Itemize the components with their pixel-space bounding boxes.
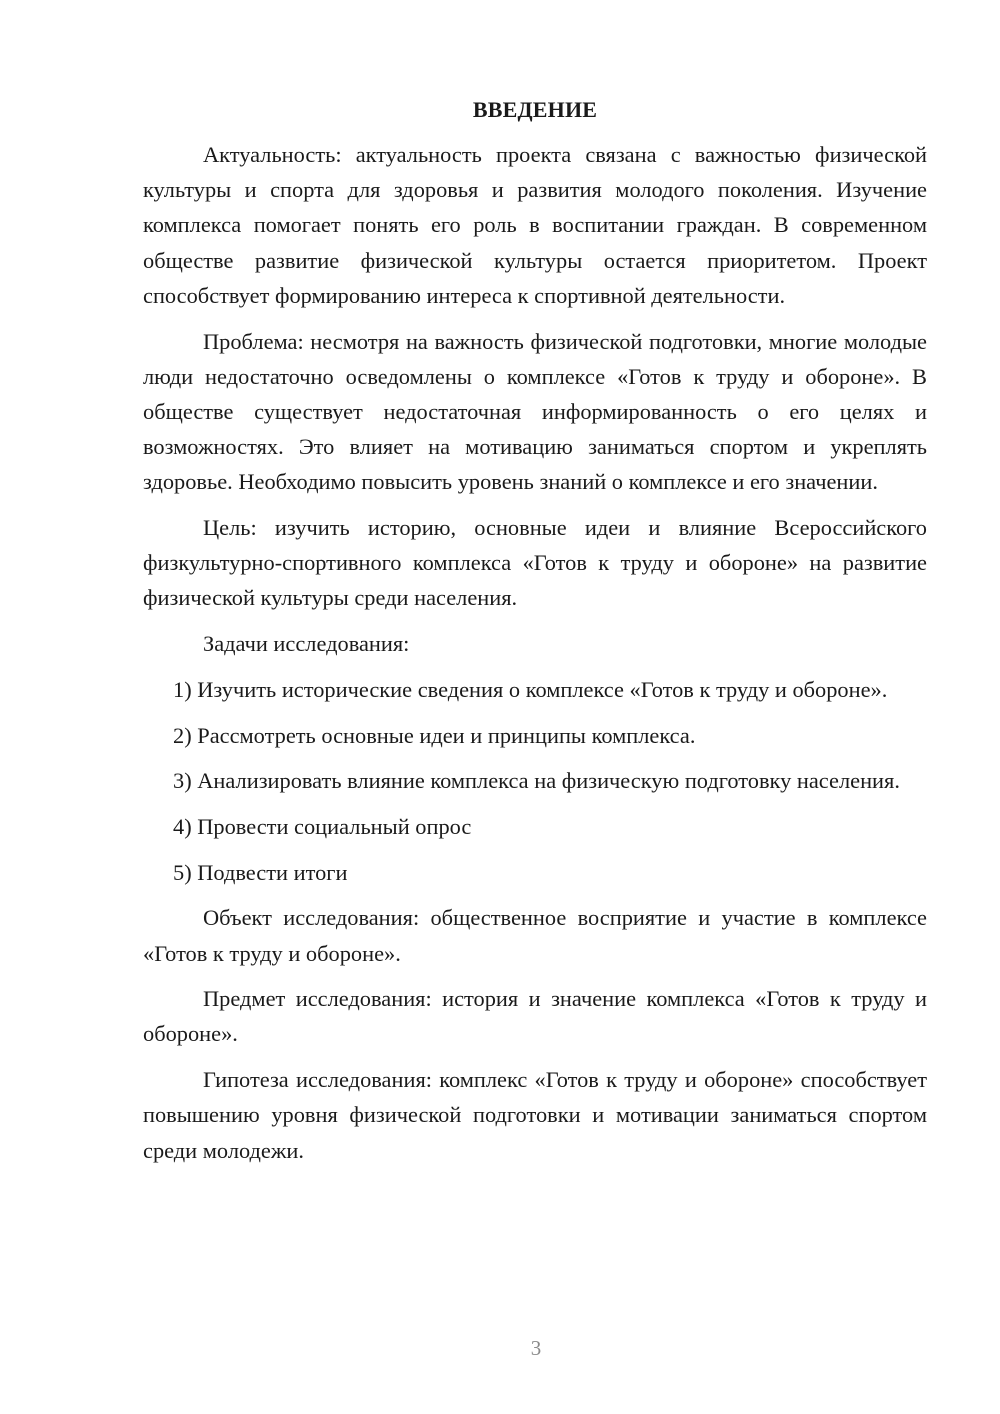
subject-paragraph: Предмет исследования: история и значение комплекса «Готов к труду и обороне».: [143, 986, 927, 1047]
tasks-heading: Задачи исследования:: [203, 631, 410, 657]
object-paragraph: Объект исследования: общественное восприятие и участие в комплексе «Готов к труду и обороне».: [143, 905, 927, 966]
hypothesis-paragraph: Гипотеза исследования: комплекс «Готов к труду и обороне» способствует повышению уровня физической подготовки и мотивации заниматься спортом среди молодежи.: [143, 1067, 927, 1163]
section-title: ВВЕДЕНИЕ: [472, 97, 598, 122]
goal-paragraph: Цель: изучить историю, основные идеи и влияние Всероссийского физкультурно-спортивного комплекса «Готов к труду и обороне» на развитие физической культуры среди населения.: [143, 515, 927, 611]
task-item: 5) Подвести итоги: [173, 859, 348, 885]
task-item: 2) Рассмотреть основные идеи и принципы комплекса.: [173, 722, 696, 748]
task-item: 3) Анализировать влияние комплекса на физическую подготовку населения.: [173, 768, 900, 794]
relevance-paragraph: Актуальность: актуальность проекта связана с важностью физической культуры и спорта для здоровья и развития молодого поколения. Изучение комплекса помогает понять его роль в воспитании граждан. В современном обществе развитие физической культуры остается приоритетом. Проект способствует формированию интереса к спортивной деятельности.: [143, 142, 927, 308]
document-page: [143, 92, 927, 1168]
page-number: 3: [530, 1336, 542, 1360]
task-item: 1) Изучить исторические сведения о комплексе «Готов к труду и обороне».: [173, 676, 888, 702]
problem-paragraph: Проблема: несмотря на важность физической подготовки, многие молодые люди недостаточно осведомлены о комплексе «Готов к труду и обороне». В обществе существует недостаточная информированность о его целях и возможностях. Это влияет на мотивацию заниматься спортом и укреплять здоровье. Необходимо повысить уровень знаний о комплексе и его значении.: [143, 328, 927, 495]
task-item: 4) Провести социальный опрос: [173, 813, 472, 839]
